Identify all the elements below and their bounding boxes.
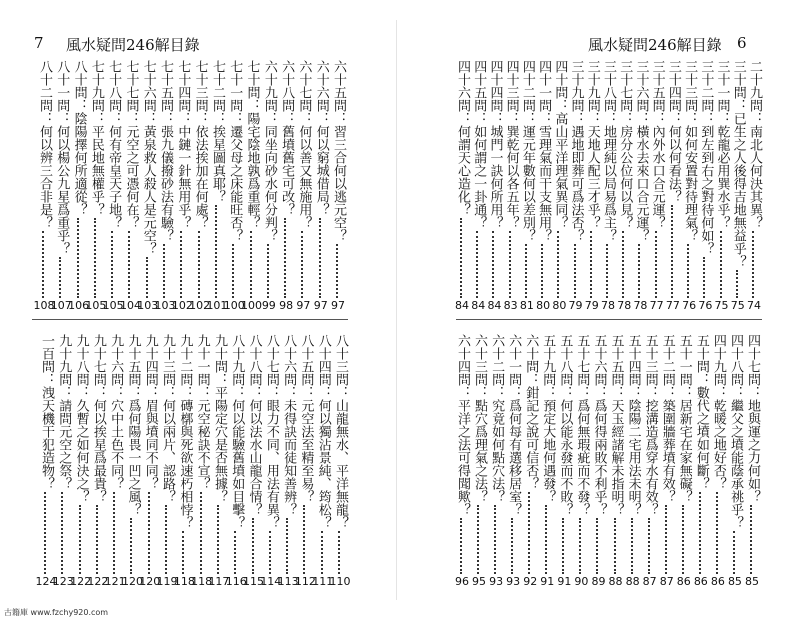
toc-page-number: 117 [208,575,230,588]
dot-leader [111,231,115,298]
dot-leader [671,205,675,298]
toc-page-number: 100 [241,299,263,312]
dot-leader [130,518,134,574]
toc-question: 六十九問：同坐向砂水何分判？ [261,60,277,242]
toc-entry [105,334,125,588]
toc-entry [138,60,158,312]
dot-leader [163,244,167,298]
toc-question: 五十七問：爲何無瑕疵而不發？ [574,334,590,516]
toc-page-number: 92 [523,575,538,588]
toc-page-number: 124 [35,575,57,588]
dot-leader [61,492,65,574]
toc-entry [328,60,348,312]
dot-leader [476,231,480,298]
dot-leader [494,505,498,574]
toc-entry [207,60,227,312]
toc-entry [276,60,296,312]
toc-entry [623,334,643,588]
dot-leader [59,257,63,298]
dot-leader [648,518,652,574]
toc-page-number: 78 [633,299,648,312]
toc-question: 六十六問：何以窮城借局？ [313,60,329,216]
toc-question: 四十七問：地與運之力何如？ [745,334,760,503]
toc-page-number: 76 [682,299,697,312]
toc-question: 三十三問：如何安置對待理氣？ [682,60,698,242]
toc-question: 五十六問：爲何得兩敗不利乎？ [591,334,607,516]
toc-question: 五十問：數代之墳如何斷？ [693,334,709,490]
toc-page-number: 79 [568,299,583,312]
toc-page-number: 108 [33,299,55,312]
dot-leader [165,505,169,574]
toc-question: 四十四問：城門一訣何所用？ [487,60,503,229]
toc-question: 五十三問：挖溝造爲穿水有效？ [642,334,658,516]
page-gutter [396,20,397,600]
dot-leader [736,270,740,298]
toc-entry [657,334,677,588]
toc-entry [192,334,212,588]
toc-page-number: 80 [552,299,567,312]
toc-entry [120,60,140,312]
dot-leader [752,231,756,298]
toc-question: 七十三問：依法挨加在何處？ [192,60,208,229]
dot-leader [250,231,254,298]
toc-page-number: 95 [472,575,487,588]
toc-page-number: 78 [617,299,632,312]
toc-entry [244,334,264,588]
dot-leader [217,505,221,574]
toc-page-number: 93 [489,575,504,588]
toc-page-number: 88 [608,575,623,588]
toc-page-number: 111 [312,575,334,588]
dot-leader [528,492,532,574]
toc-page-number: 113 [277,575,299,588]
toc-question: 九十二問：磚槨與死欲速朽相悖？ [177,334,193,529]
dot-leader [716,492,720,574]
toc-page-number: 106 [68,299,90,312]
dot-leader [198,231,202,298]
toc-question: 七十八問：何有帝皇天子地？ [106,60,122,229]
dot-leader [338,531,342,574]
left-page-number: 7 [34,34,44,52]
toc-entry [571,334,591,588]
dot-leader [655,231,659,298]
dot-leader [148,492,152,574]
toc-entry [313,334,333,588]
toc-entry [311,60,331,312]
toc-question: 六十四問：平洋之法可得聞歟？ [455,334,470,516]
toc-page-number: 101 [206,299,228,312]
toc-question: 八十二問：何以辨三合非是？ [37,60,52,229]
toc-question: 九十三問：何以兩片、認路？ [160,334,176,503]
toc-question: 六十七問：何以善又無施用？ [296,60,312,229]
toc-entry [172,60,192,312]
dot-leader [77,218,81,298]
toc-entry [226,334,246,588]
toc-page-number: 86 [676,575,691,588]
toc-entry [691,334,711,588]
toc-question: 三十四問：何以何看法？ [665,60,681,203]
toc-question: 八十五問：元空法至精至易？ [298,334,314,503]
dot-leader [596,518,600,574]
toc-page-number: 97 [296,299,311,312]
dot-leader [631,518,635,574]
toc-entry [708,334,728,588]
toc-question: 四十六問：何謂天心造化？ [455,60,470,216]
toc-page-number: 84 [471,299,486,312]
dot-leader [460,218,464,298]
right-page-number: 6 [737,34,747,52]
toc-page-number: 105 [102,299,124,312]
dot-leader [182,531,186,574]
dot-leader [545,505,549,574]
toc-question: 四十問：高山平洋理氣異同？ [552,60,568,229]
dot-leader [336,244,340,298]
dot-leader [79,505,83,574]
toc-page-number: 84 [487,299,502,312]
toc-entry [674,334,694,588]
toc-page-number: 115 [243,575,265,588]
toc-page-number: 102 [171,299,193,312]
toc-question: 六十八問：舊墳舊宅可改？ [279,60,295,216]
toc-question: 八十九問：何以能驗舊墳如目擊？ [229,334,245,529]
toc-page-number: 84 [455,299,469,312]
toc-page-number: 88 [625,575,640,588]
toc-question: 九十九問：請問元空之祭？ [56,334,72,490]
dot-leader [492,231,496,298]
toc-question: 九十五問：爲何陽畏一凹之風？ [125,334,141,516]
dot-leader [234,531,238,574]
toc-page-number: 86 [710,575,725,588]
toc-entry [242,60,262,312]
toc-question: 六十五問：習三合何以逃元空？ [331,60,346,242]
toc-question: 八十六問：未得訣而徒知善辨？ [281,334,297,516]
toc-question: 八十一問：何以楊公九星爲重乎？ [54,60,70,255]
toc-entry [103,60,123,312]
toc-question: 七十二問：挨星圖真耶？ [209,60,225,203]
toc-question: 三十問：已生之人後得吉地無益乎？ [730,60,746,268]
toc-page-number: 123 [52,575,74,588]
dot-leader [590,231,594,298]
toc-entry [503,334,523,588]
toc-question: 三十五問：內外水口合元運？ [649,60,665,229]
toc-page-number: 99 [261,299,276,312]
toc-page-number: 119 [156,575,178,588]
dot-leader [699,492,703,574]
dot-leader [284,218,288,298]
dot-leader [541,244,545,298]
toc-page-number: 93 [506,575,521,588]
toc-page-number: 78 [601,299,615,312]
toc-page-number: 98 [279,299,294,312]
toc-page-number: 97 [331,299,345,312]
toc-entry [190,60,210,312]
dot-leader [733,531,737,574]
toc-entry [174,334,194,588]
dot-leader [321,531,325,574]
watermark-footer: 古籍庫 www.fzchy920.com [4,608,109,617]
dot-leader [614,518,618,574]
dot-leader [562,518,566,574]
toc-entry [588,334,608,588]
toc-entry [36,334,56,588]
dot-leader [200,492,204,574]
toc-page-number: 85 [745,575,759,588]
toc-page-number: 118 [173,575,195,588]
toc-question: 三十六問：橫水去來口合元運？ [633,60,649,242]
toc-page-number: 122 [70,575,92,588]
dot-leader [267,244,271,298]
toc-entry [140,334,160,588]
dot-leader [96,505,100,574]
toc-question: 一百問：洩天機干犯造物？ [39,334,54,490]
toc-page-number: 116 [225,575,247,588]
toc-entry [88,334,108,588]
toc-question: 六十二問：究竟如何點穴法？ [489,334,505,503]
toc-page-number: 96 [455,575,469,588]
toc-question: 七十六問：黃泉救人殺人是元空？ [140,60,156,255]
toc-question: 三十一問：乾龍必用巽水乎？ [714,60,730,229]
dot-leader [638,244,642,298]
toc-question: 九十四問：眉與墳同不同？ [142,334,158,490]
toc-entry [259,60,279,312]
toc-question: 四十一問：雪理氣而干支無用？ [536,60,552,242]
dot-leader [720,231,724,298]
toc-question: 五十四問：陰陽二宅用法未明？ [625,334,641,516]
dot-leader [42,231,46,298]
toc-entry [742,334,762,588]
toc-question: 七十四問：中鏈一針無用乎？ [175,60,191,229]
dot-leader [511,518,515,574]
dot-leader [460,518,464,574]
toc-page-number: 122 [87,575,109,588]
toc-question: 七十七問：元空之可憑何在？ [123,60,139,229]
toc-entry [155,60,175,312]
toc-page-number: 85 [727,575,742,588]
toc-page-number: 91 [557,575,572,588]
toc-entry [486,334,506,588]
dot-leader [687,244,691,298]
left-page-header: 風水疑問246解目錄 [66,36,200,54]
toc-question: 五十一問：居新宅在家無礙？ [676,334,692,503]
toc-question: 三十七問：房分公位何以見？ [617,60,633,229]
toc-page-number: 89 [591,575,606,588]
dot-leader [180,231,184,298]
toc-page-number: 77 [649,299,664,312]
toc-entry [452,334,472,588]
toc-entry [53,334,73,588]
toc-page-number: 91 [540,575,555,588]
toc-question: 四十二問：運元年數何以差別？ [519,60,535,242]
dot-leader [303,505,307,574]
toc-question: 四十五問：如何謂之一卦通？ [471,60,487,229]
toc-page-number: 107 [50,299,72,312]
toc-question: 六十一問：爲何每有選移居室？ [506,334,522,516]
toc-entry [606,334,626,588]
dot-leader [477,505,481,574]
dot-leader [286,518,290,574]
toc-page-number: 121 [104,575,126,588]
toc-question: 九十八問：久暫之如何決之？ [73,334,89,503]
toc-page-number: 87 [642,575,657,588]
dot-leader [703,257,707,298]
toc-question: 九十一問：元空秘訣不宣？ [194,334,210,490]
toc-page-number: 97 [313,299,328,312]
dot-leader [509,231,513,298]
toc-question: 三十九問：天地人配三才乎？ [584,60,600,229]
toc-entry [554,334,574,588]
toc-question: 九十問：平陽定穴是否無據？ [211,334,227,503]
toc-entry [469,334,489,588]
toc-page-number: 110 [329,575,351,588]
toc-page-number: 103 [154,299,176,312]
toc-entry [452,60,472,312]
toc-question: 九十七問：何以挨星爲最貴？ [90,334,106,503]
toc-question: 八十三問：山龍無水、平洋無龍？ [333,334,348,529]
dot-leader [750,505,754,574]
dot-leader [215,205,219,298]
toc-question: 八十八問：何以法水山龍合情？ [246,334,262,516]
dot-leader [128,231,132,298]
left-section-divider [32,319,348,320]
toc-entry [86,60,106,312]
toc-question: 九十六問：穴中土色不同？ [108,334,124,490]
dot-leader [301,231,305,298]
toc-entry [157,334,177,588]
toc-question: 三十八問：地理純以局易爲主？ [601,60,616,242]
toc-page-number: 118 [191,575,213,588]
toc-page-number: 87 [659,575,674,588]
toc-question: 八十問：陰陽擇何所適從？ [71,60,87,216]
toc-page-number: 80 [536,299,551,312]
toc-entry [69,60,89,312]
toc-page-number: 100 [223,299,245,312]
toc-question: 七十問：陽宅陰地孰爲重輕？ [244,60,260,229]
toc-entry [295,334,315,588]
toc-page-number: 83 [503,299,518,312]
toc-page-number: 75 [714,299,729,312]
toc-question: 二十九問：南北人何決其異？ [747,60,762,229]
toc-question: 四十九問：乾暖之地好否？ [710,334,726,490]
toc-entry [293,60,313,312]
toc-entry [520,334,540,588]
toc-page-number: 76 [698,299,713,312]
toc-entry [122,334,142,588]
dot-leader [319,218,323,298]
toc-question: 七十一問：遷父母之床能旺否？ [227,60,243,242]
dot-leader [146,257,150,298]
toc-page-number: 86 [693,575,708,588]
toc-entry [640,334,660,588]
toc-question: 八十四問：何以獨沾景純、筠松？ [315,334,331,529]
toc-page-number: 74 [747,299,761,312]
toc-page-number: 77 [665,299,680,312]
right-section-divider [456,319,762,320]
dot-leader [252,518,256,574]
dot-leader [574,244,578,298]
toc-entry [537,334,557,588]
toc-question: 五十九問：預定大地何遇發？ [540,334,556,503]
toc-page-number: 75 [730,299,745,312]
dot-leader [525,244,529,298]
toc-page-number: 90 [574,575,589,588]
dot-leader [94,218,98,298]
toc-question: 八十七問：眼力不同、用法有異？ [263,334,279,529]
toc-question: 五十五問：天玉經諸解未指明？ [608,334,624,516]
toc-entry [330,334,350,588]
toc-question: 五十二問：築圍牆葬墳有效？ [659,334,675,503]
toc-page-number: 105 [85,299,107,312]
dot-leader [232,244,236,298]
right-page-header: 風水疑問246解目錄 [588,36,722,54]
dot-leader [606,244,610,298]
toc-question: 四十八問：繼父之墳能蔭承祧乎？ [727,334,743,529]
dot-leader [665,505,669,574]
toc-page-number: 112 [294,575,316,588]
toc-page-number: 102 [189,299,211,312]
toc-entry [278,334,298,588]
toc-entry [224,60,244,312]
toc-page-number: 114 [260,575,282,588]
toc-question: 四十三問：巽乾何以各五年？ [503,60,519,229]
toc-entry [261,334,281,588]
dot-leader [557,231,561,298]
toc-entry [34,60,54,312]
toc-page-number: 79 [584,299,599,312]
toc-question: 六十問：鉗記之說可信否？ [523,334,539,490]
dot-leader [682,505,686,574]
dot-leader [579,518,583,574]
toc-page-number: 104 [119,299,141,312]
toc-page-number: 120 [121,575,143,588]
toc-question: 三十二問：到左到右之對待何如？ [698,60,714,255]
dot-leader [44,492,48,574]
toc-entry [725,334,745,588]
toc-question: 六十三問：點穴爲理氣之法？ [472,334,488,503]
toc-page-number: 103 [137,299,159,312]
toc-question: 七十五問：張九儀撥砂法有驗？ [158,60,174,242]
toc-page-number: 120 [139,575,161,588]
dot-leader [269,531,273,574]
toc-question: 三十九問：遇地即葬可爲法否？ [568,60,584,242]
toc-entry [209,334,229,588]
toc-entry [71,334,91,588]
toc-entry [51,60,71,312]
toc-question: 五十八問：何以能永發而不敗？ [557,334,573,516]
dot-leader [622,231,626,298]
toc-question: 七十九問：平民地無權乎？ [88,60,104,216]
toc-page-number: 81 [519,299,534,312]
dot-leader [113,492,117,574]
